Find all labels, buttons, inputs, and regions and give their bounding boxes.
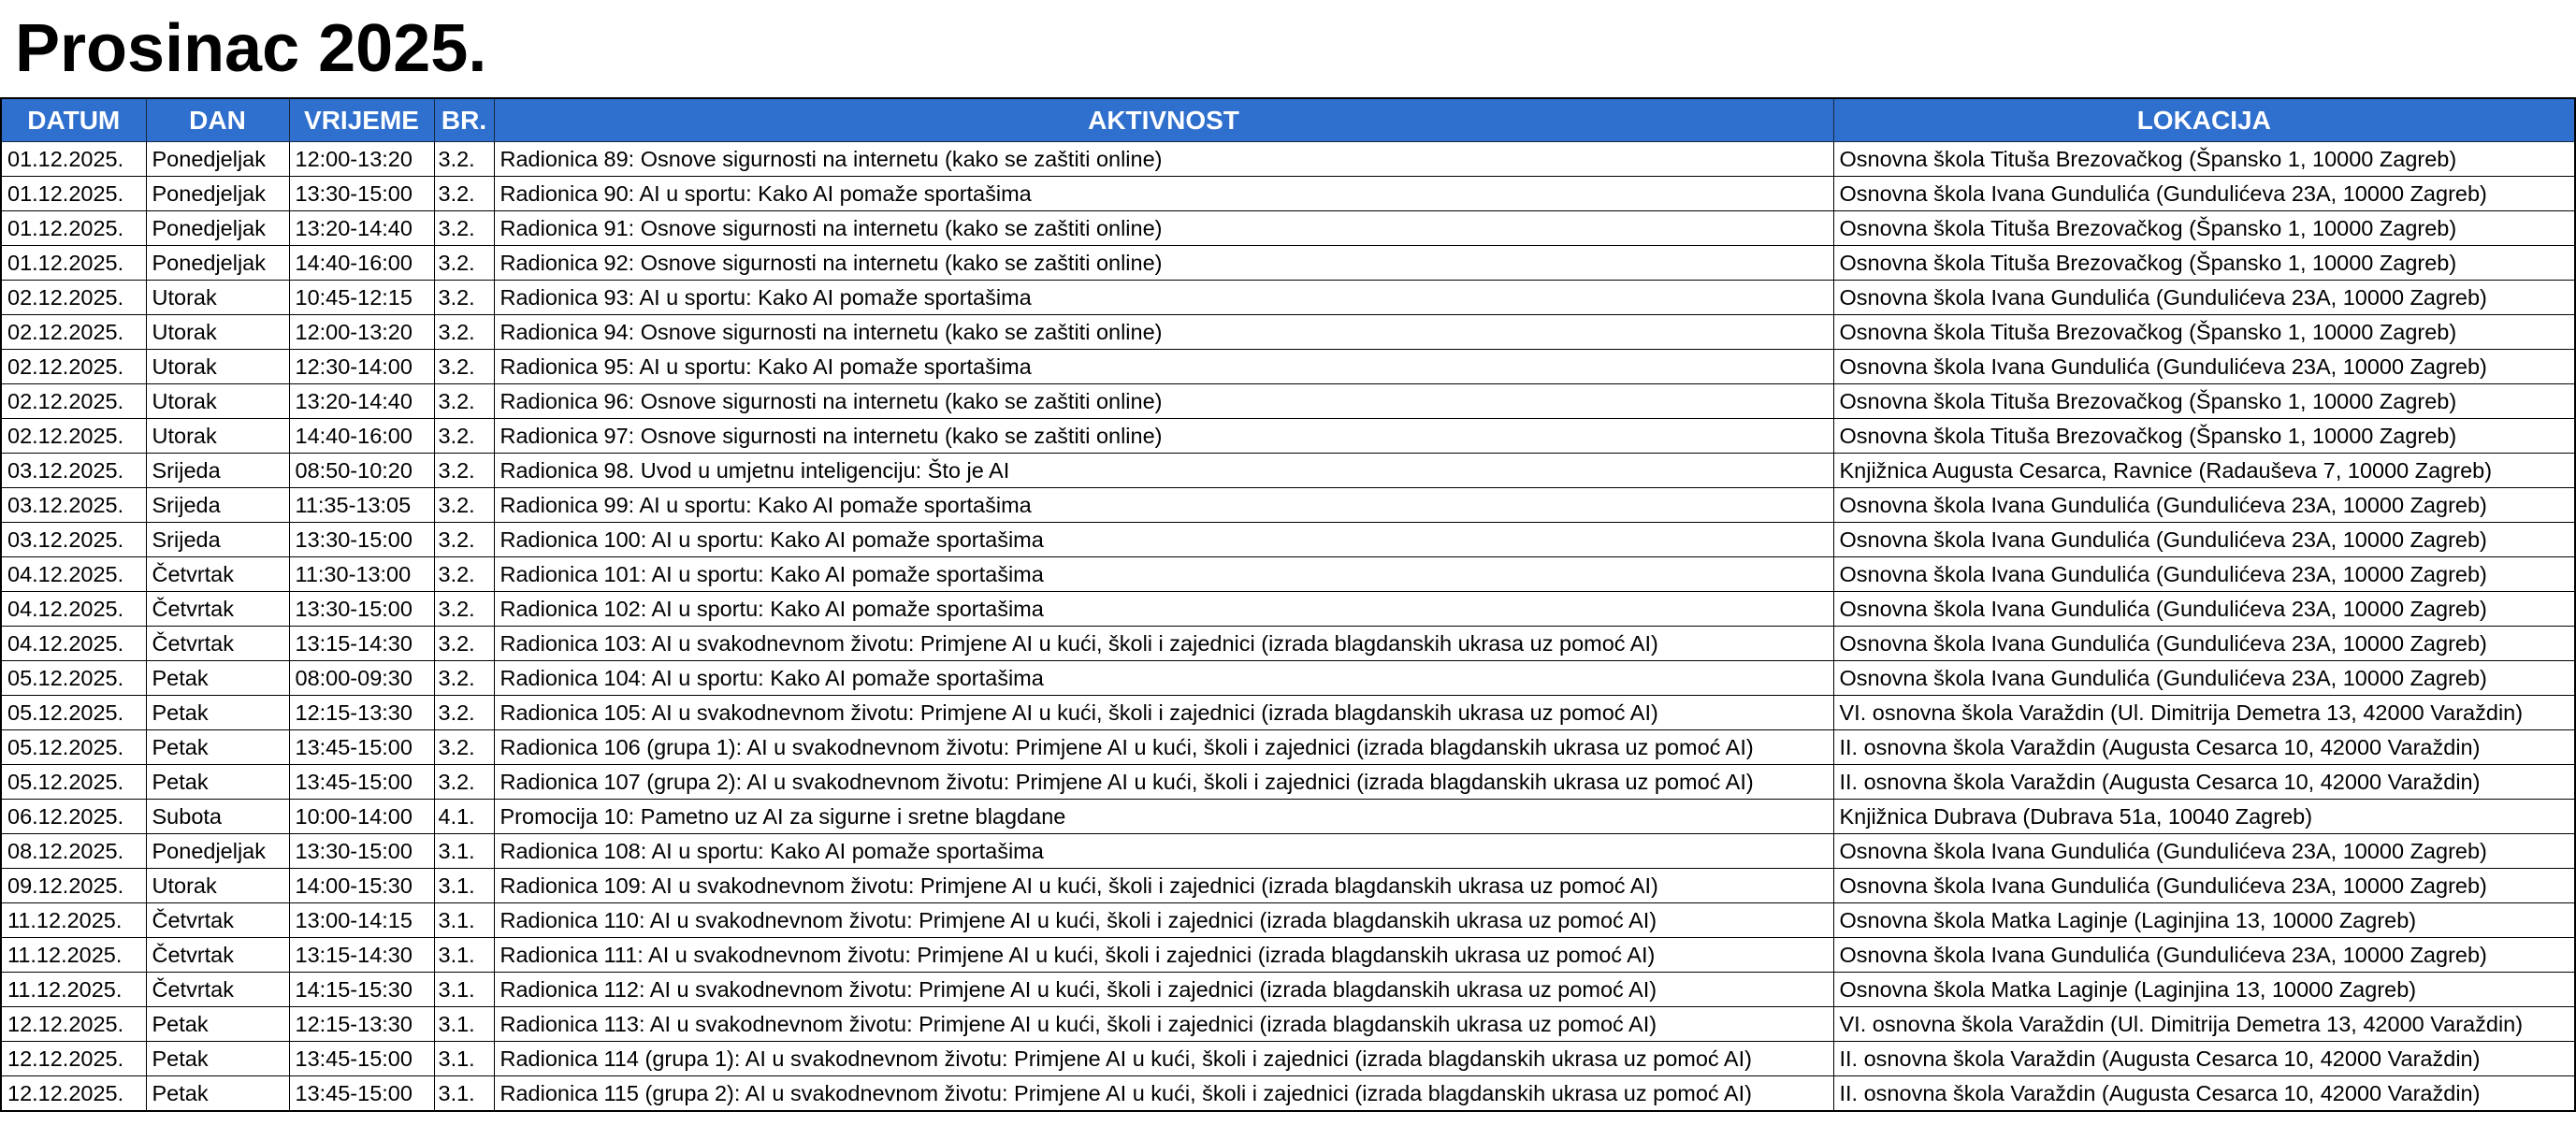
cell-br: 3.2. bbox=[434, 315, 494, 350]
cell-lokacija: Osnovna škola Tituša Brezovačkog (Špansko 1, 10000 Zagreb) bbox=[1833, 211, 2575, 246]
cell-datum: 05.12.2025. bbox=[1, 661, 146, 696]
cell-aktivnost: Radionica 101: AI u sportu: Kako AI pomaže sportašima bbox=[494, 557, 1833, 592]
cell-aktivnost: Radionica 109: AI u svakodnevnom životu: Primjene AI u kući, školi i zajednici (izrada blagdanskih ukrasa uz pomoć AI) bbox=[494, 869, 1833, 903]
cell-br: 3.2. bbox=[434, 557, 494, 592]
cell-datum: 02.12.2025. bbox=[1, 350, 146, 384]
cell-br: 3.1. bbox=[434, 869, 494, 903]
cell-vrijeme: 12:30-14:00 bbox=[289, 350, 434, 384]
header-datum: DATUM bbox=[1, 98, 146, 142]
cell-datum: 11.12.2025. bbox=[1, 938, 146, 973]
cell-aktivnost: Radionica 115 (grupa 2): AI u svakodnevnom životu: Primjene AI u kući, školi i zajednici (izrada blagdanskih ukrasa uz pomoć AI) bbox=[494, 1076, 1833, 1112]
header-br: BR. bbox=[434, 98, 494, 142]
cell-dan: Četvrtak bbox=[146, 557, 289, 592]
cell-lokacija: II. osnovna škola Varaždin (Augusta Cesarca 10, 42000 Varaždin) bbox=[1833, 730, 2575, 765]
cell-dan: Ponedjeljak bbox=[146, 142, 289, 177]
cell-datum: 05.12.2025. bbox=[1, 696, 146, 730]
cell-vrijeme: 13:15-14:30 bbox=[289, 627, 434, 661]
cell-lokacija: Osnovna škola Ivana Gundulića (Gundulićeva 23A, 10000 Zagreb) bbox=[1833, 488, 2575, 523]
table-row bbox=[1, 315, 2575, 350]
table-row bbox=[1, 1076, 2575, 1112]
cell-datum: 02.12.2025. bbox=[1, 315, 146, 350]
cell-vrijeme: 13:15-14:30 bbox=[289, 938, 434, 973]
cell-br: 3.2. bbox=[434, 177, 494, 211]
cell-br: 3.1. bbox=[434, 903, 494, 938]
cell-datum: 04.12.2025. bbox=[1, 592, 146, 627]
cell-br: 3.2. bbox=[434, 627, 494, 661]
cell-lokacija: VI. osnovna škola Varaždin (Ul. Dimitrija Demetra 13, 42000 Varaždin) bbox=[1833, 696, 2575, 730]
cell-aktivnost: Radionica 107 (grupa 2): AI u svakodnevnom životu: Primjene AI u kući, školi i zajednici (izrada blagdanskih ukrasa uz pomoć AI) bbox=[494, 765, 1833, 800]
header-dan: DAN bbox=[146, 98, 289, 142]
cell-vrijeme: 14:40-16:00 bbox=[289, 246, 434, 281]
cell-datum: 02.12.2025. bbox=[1, 419, 146, 454]
cell-aktivnost: Radionica 90: AI u sportu: Kako AI pomaže sportašima bbox=[494, 177, 1833, 211]
table-row bbox=[1, 488, 2575, 523]
cell-datum: 08.12.2025. bbox=[1, 834, 146, 869]
cell-vrijeme: 13:30-15:00 bbox=[289, 834, 434, 869]
cell-lokacija: Osnovna škola Matka Laginje (Laginjina 13, 10000 Zagreb) bbox=[1833, 903, 2575, 938]
cell-lokacija: Osnovna škola Ivana Gundulića (Gundulićeva 23A, 10000 Zagreb) bbox=[1833, 627, 2575, 661]
cell-dan: Utorak bbox=[146, 419, 289, 454]
cell-vrijeme: 13:45-15:00 bbox=[289, 1076, 434, 1112]
cell-br: 3.2. bbox=[434, 488, 494, 523]
cell-aktivnost: Radionica 110: AI u svakodnevnom životu: Primjene AI u kući, školi i zajednici (izrada blagdanskih ukrasa uz pomoć AI) bbox=[494, 903, 1833, 938]
cell-lokacija: II. osnovna škola Varaždin (Augusta Cesarca 10, 42000 Varaždin) bbox=[1833, 1076, 2575, 1112]
table-row bbox=[1, 281, 2575, 315]
cell-lokacija: Knjižnica Dubrava (Dubrava 51a, 10040 Zagreb) bbox=[1833, 800, 2575, 834]
cell-dan: Petak bbox=[146, 1042, 289, 1076]
cell-aktivnost: Radionica 96: Osnove sigurnosti na internetu (kako se zaštiti online) bbox=[494, 384, 1833, 419]
cell-datum: 05.12.2025. bbox=[1, 765, 146, 800]
cell-vrijeme: 08:00-09:30 bbox=[289, 661, 434, 696]
cell-vrijeme: 10:45-12:15 bbox=[289, 281, 434, 315]
cell-vrijeme: 12:15-13:30 bbox=[289, 696, 434, 730]
table-row bbox=[1, 454, 2575, 488]
cell-dan: Četvrtak bbox=[146, 938, 289, 973]
cell-br: 3.2. bbox=[434, 661, 494, 696]
cell-br: 3.1. bbox=[434, 1007, 494, 1042]
cell-lokacija: Osnovna škola Ivana Gundulića (Gundulićeva 23A, 10000 Zagreb) bbox=[1833, 834, 2575, 869]
table-row bbox=[1, 350, 2575, 384]
cell-br: 3.2. bbox=[434, 246, 494, 281]
header-vrijeme: VRIJEME bbox=[289, 98, 434, 142]
header-lokacija: LOKACIJA bbox=[1833, 98, 2575, 142]
cell-vrijeme: 12:15-13:30 bbox=[289, 1007, 434, 1042]
cell-br: 3.2. bbox=[434, 142, 494, 177]
cell-vrijeme: 13:45-15:00 bbox=[289, 1042, 434, 1076]
cell-datum: 06.12.2025. bbox=[1, 800, 146, 834]
table-row bbox=[1, 1007, 2575, 1042]
cell-br: 3.2. bbox=[434, 454, 494, 488]
page-title: Prosinac 2025. bbox=[15, 11, 487, 86]
cell-br: 3.1. bbox=[434, 1042, 494, 1076]
cell-vrijeme: 13:30-15:00 bbox=[289, 177, 434, 211]
cell-aktivnost: Radionica 95: AI u sportu: Kako AI pomaže sportašima bbox=[494, 350, 1833, 384]
cell-aktivnost: Radionica 114 (grupa 1): AI u svakodnevnom životu: Primjene AI u kući, školi i zajednici (izrada blagdanskih ukrasa uz pomoć AI) bbox=[494, 1042, 1833, 1076]
table-row bbox=[1, 246, 2575, 281]
cell-aktivnost: Radionica 94: Osnove sigurnosti na internetu (kako se zaštiti online) bbox=[494, 315, 1833, 350]
cell-lokacija: Osnovna škola Ivana Gundulića (Gundulićeva 23A, 10000 Zagreb) bbox=[1833, 592, 2575, 627]
cell-br: 3.1. bbox=[434, 1076, 494, 1112]
cell-aktivnost: Radionica 103: AI u svakodnevnom životu: Primjene AI u kući, školi i zajednici (izrada blagdanskih ukrasa uz pomoć AI) bbox=[494, 627, 1833, 661]
table-row bbox=[1, 973, 2575, 1007]
cell-vrijeme: 12:00-13:20 bbox=[289, 142, 434, 177]
cell-vrijeme: 08:50-10:20 bbox=[289, 454, 434, 488]
cell-vrijeme: 13:45-15:00 bbox=[289, 730, 434, 765]
cell-vrijeme: 11:30-13:00 bbox=[289, 557, 434, 592]
cell-vrijeme: 13:30-15:00 bbox=[289, 592, 434, 627]
cell-lokacija: Osnovna škola Ivana Gundulića (Gundulićeva 23A, 10000 Zagreb) bbox=[1833, 177, 2575, 211]
cell-datum: 11.12.2025. bbox=[1, 973, 146, 1007]
cell-aktivnost: Radionica 91: Osnove sigurnosti na internetu (kako se zaštiti online) bbox=[494, 211, 1833, 246]
cell-br: 3.2. bbox=[434, 384, 494, 419]
cell-lokacija: Osnovna škola Tituša Brezovačkog (Špansko 1, 10000 Zagreb) bbox=[1833, 384, 2575, 419]
cell-aktivnost: Radionica 106 (grupa 1): AI u svakodnevnom životu: Primjene AI u kući, školi i zajednici (izrada blagdanskih ukrasa uz pomoć AI) bbox=[494, 730, 1833, 765]
cell-lokacija: Knjižnica Augusta Cesarca, Ravnice (Radauševa 7, 10000 Zagreb) bbox=[1833, 454, 2575, 488]
table-row bbox=[1, 834, 2575, 869]
cell-aktivnost: Radionica 104: AI u sportu: Kako AI pomaže sportašima bbox=[494, 661, 1833, 696]
cell-datum: 11.12.2025. bbox=[1, 903, 146, 938]
table-row bbox=[1, 869, 2575, 903]
cell-aktivnost: Radionica 108: AI u sportu: Kako AI pomaže sportašima bbox=[494, 834, 1833, 869]
cell-datum: 03.12.2025. bbox=[1, 454, 146, 488]
cell-datum: 03.12.2025. bbox=[1, 523, 146, 557]
table-row bbox=[1, 903, 2575, 938]
cell-lokacija: II. osnovna škola Varaždin (Augusta Cesarca 10, 42000 Varaždin) bbox=[1833, 765, 2575, 800]
cell-dan: Petak bbox=[146, 765, 289, 800]
cell-aktivnost: Radionica 92: Osnove sigurnosti na internetu (kako se zaštiti online) bbox=[494, 246, 1833, 281]
cell-vrijeme: 13:00-14:15 bbox=[289, 903, 434, 938]
cell-dan: Srijeda bbox=[146, 488, 289, 523]
cell-aktivnost: Radionica 105: AI u svakodnevnom životu: Primjene AI u kući, školi i zajednici (izrada blagdanskih ukrasa uz pomoć AI) bbox=[494, 696, 1833, 730]
table-row bbox=[1, 800, 2575, 834]
cell-datum: 09.12.2025. bbox=[1, 869, 146, 903]
cell-dan: Četvrtak bbox=[146, 592, 289, 627]
cell-br: 3.2. bbox=[434, 281, 494, 315]
cell-br: 3.2. bbox=[434, 730, 494, 765]
cell-vrijeme: 14:15-15:30 bbox=[289, 973, 434, 1007]
cell-lokacija: Osnovna škola Tituša Brezovačkog (Špansko 1, 10000 Zagreb) bbox=[1833, 315, 2575, 350]
table-body bbox=[1, 142, 2575, 1112]
table-row bbox=[1, 1042, 2575, 1076]
cell-aktivnost: Radionica 100: AI u sportu: Kako AI pomaže sportašima bbox=[494, 523, 1833, 557]
cell-lokacija: II. osnovna škola Varaždin (Augusta Cesarca 10, 42000 Varaždin) bbox=[1833, 1042, 2575, 1076]
cell-datum: 04.12.2025. bbox=[1, 627, 146, 661]
cell-vrijeme: 12:00-13:20 bbox=[289, 315, 434, 350]
cell-aktivnost: Radionica 102: AI u sportu: Kako AI pomaže sportašima bbox=[494, 592, 1833, 627]
cell-br: 3.2. bbox=[434, 350, 494, 384]
cell-datum: 01.12.2025. bbox=[1, 211, 146, 246]
cell-aktivnost: Radionica 111: AI u svakodnevnom životu: Primjene AI u kući, školi i zajednici (izrada blagdanskih ukrasa uz pomoć AI) bbox=[494, 938, 1833, 973]
table-row bbox=[1, 523, 2575, 557]
cell-vrijeme: 10:00-14:00 bbox=[289, 800, 434, 834]
cell-datum: 02.12.2025. bbox=[1, 281, 146, 315]
cell-datum: 01.12.2025. bbox=[1, 142, 146, 177]
cell-aktivnost: Radionica 99: AI u sportu: Kako AI pomaže sportašima bbox=[494, 488, 1833, 523]
cell-dan: Petak bbox=[146, 696, 289, 730]
cell-vrijeme: 11:35-13:05 bbox=[289, 488, 434, 523]
schedule-table bbox=[0, 97, 2576, 1112]
cell-datum: 02.12.2025. bbox=[1, 384, 146, 419]
cell-datum: 03.12.2025. bbox=[1, 488, 146, 523]
cell-aktivnost: Radionica 97: Osnove sigurnosti na internetu (kako se zaštiti online) bbox=[494, 419, 1833, 454]
cell-lokacija: Osnovna škola Ivana Gundulića (Gundulićeva 23A, 10000 Zagreb) bbox=[1833, 869, 2575, 903]
cell-dan: Petak bbox=[146, 661, 289, 696]
table-row bbox=[1, 177, 2575, 211]
cell-aktivnost: Radionica 112: AI u svakodnevnom životu: Primjene AI u kući, školi i zajednici (izrada blagdanskih ukrasa uz pomoć AI) bbox=[494, 973, 1833, 1007]
table-row bbox=[1, 730, 2575, 765]
table-row bbox=[1, 592, 2575, 627]
table-row bbox=[1, 627, 2575, 661]
table-row bbox=[1, 384, 2575, 419]
table-header-row bbox=[1, 98, 2575, 142]
header-aktivnost: AKTIVNOST bbox=[494, 98, 1833, 142]
cell-vrijeme: 13:30-15:00 bbox=[289, 523, 434, 557]
table-row bbox=[1, 765, 2575, 800]
cell-lokacija: Osnovna škola Ivana Gundulića (Gundulićeva 23A, 10000 Zagreb) bbox=[1833, 281, 2575, 315]
cell-br: 4.1. bbox=[434, 800, 494, 834]
cell-lokacija: Osnovna škola Ivana Gundulića (Gundulićeva 23A, 10000 Zagreb) bbox=[1833, 938, 2575, 973]
cell-lokacija: Osnovna škola Matka Laginje (Laginjina 13, 10000 Zagreb) bbox=[1833, 973, 2575, 1007]
cell-lokacija: Osnovna škola Ivana Gundulića (Gundulićeva 23A, 10000 Zagreb) bbox=[1833, 661, 2575, 696]
cell-br: 3.2. bbox=[434, 211, 494, 246]
table-row bbox=[1, 938, 2575, 973]
cell-lokacija: Osnovna škola Tituša Brezovačkog (Špansko 1, 10000 Zagreb) bbox=[1833, 142, 2575, 177]
cell-br: 3.1. bbox=[434, 938, 494, 973]
cell-dan: Utorak bbox=[146, 350, 289, 384]
cell-datum: 12.12.2025. bbox=[1, 1042, 146, 1076]
cell-aktivnost: Radionica 93: AI u sportu: Kako AI pomaže sportašima bbox=[494, 281, 1833, 315]
cell-dan: Utorak bbox=[146, 315, 289, 350]
cell-dan: Ponedjeljak bbox=[146, 246, 289, 281]
cell-lokacija: Osnovna škola Tituša Brezovačkog (Špansko 1, 10000 Zagreb) bbox=[1833, 419, 2575, 454]
cell-dan: Utorak bbox=[146, 384, 289, 419]
cell-dan: Petak bbox=[146, 1076, 289, 1112]
cell-br: 3.2. bbox=[434, 592, 494, 627]
cell-br: 3.2. bbox=[434, 523, 494, 557]
table-row bbox=[1, 696, 2575, 730]
cell-aktivnost: Radionica 113: AI u svakodnevnom životu: Primjene AI u kući, školi i zajednici (izrada blagdanskih ukrasa uz pomoć AI) bbox=[494, 1007, 1833, 1042]
cell-vrijeme: 13:20-14:40 bbox=[289, 211, 434, 246]
cell-dan: Srijeda bbox=[146, 523, 289, 557]
cell-vrijeme: 14:00-15:30 bbox=[289, 869, 434, 903]
table-row bbox=[1, 142, 2575, 177]
cell-vrijeme: 14:40-16:00 bbox=[289, 419, 434, 454]
cell-lokacija: Osnovna škola Ivana Gundulića (Gundulićeva 23A, 10000 Zagreb) bbox=[1833, 523, 2575, 557]
cell-dan: Petak bbox=[146, 730, 289, 765]
cell-dan: Četvrtak bbox=[146, 903, 289, 938]
cell-lokacija: Osnovna škola Ivana Gundulića (Gundulićeva 23A, 10000 Zagreb) bbox=[1833, 350, 2575, 384]
cell-dan: Ponedjeljak bbox=[146, 834, 289, 869]
cell-datum: 12.12.2025. bbox=[1, 1007, 146, 1042]
cell-dan: Utorak bbox=[146, 281, 289, 315]
cell-br: 3.2. bbox=[434, 696, 494, 730]
cell-dan: Subota bbox=[146, 800, 289, 834]
cell-lokacija: Osnovna škola Ivana Gundulića (Gundulićeva 23A, 10000 Zagreb) bbox=[1833, 557, 2575, 592]
cell-dan: Četvrtak bbox=[146, 627, 289, 661]
table-row bbox=[1, 661, 2575, 696]
cell-lokacija: VI. osnovna škola Varaždin (Ul. Dimitrija Demetra 13, 42000 Varaždin) bbox=[1833, 1007, 2575, 1042]
cell-dan: Četvrtak bbox=[146, 973, 289, 1007]
cell-br: 3.1. bbox=[434, 834, 494, 869]
cell-br: 3.2. bbox=[434, 419, 494, 454]
cell-datum: 01.12.2025. bbox=[1, 246, 146, 281]
cell-aktivnost: Promocija 10: Pametno uz AI za sigurne i sretne blagdane bbox=[494, 800, 1833, 834]
cell-vrijeme: 13:20-14:40 bbox=[289, 384, 434, 419]
table-row bbox=[1, 419, 2575, 454]
cell-aktivnost: Radionica 89: Osnove sigurnosti na internetu (kako se zaštiti online) bbox=[494, 142, 1833, 177]
cell-datum: 01.12.2025. bbox=[1, 177, 146, 211]
cell-dan: Ponedjeljak bbox=[146, 177, 289, 211]
cell-dan: Ponedjeljak bbox=[146, 211, 289, 246]
cell-aktivnost: Radionica 98. Uvod u umjetnu inteligenciju: Što je AI bbox=[494, 454, 1833, 488]
cell-vrijeme: 13:45-15:00 bbox=[289, 765, 434, 800]
cell-br: 3.2. bbox=[434, 765, 494, 800]
cell-dan: Srijeda bbox=[146, 454, 289, 488]
cell-datum: 04.12.2025. bbox=[1, 557, 146, 592]
cell-dan: Petak bbox=[146, 1007, 289, 1042]
table-row bbox=[1, 211, 2575, 246]
cell-datum: 05.12.2025. bbox=[1, 730, 146, 765]
cell-br: 3.1. bbox=[434, 973, 494, 1007]
cell-datum: 12.12.2025. bbox=[1, 1076, 146, 1112]
cell-lokacija: Osnovna škola Tituša Brezovačkog (Špansko 1, 10000 Zagreb) bbox=[1833, 246, 2575, 281]
table-row bbox=[1, 557, 2575, 592]
cell-dan: Utorak bbox=[146, 869, 289, 903]
